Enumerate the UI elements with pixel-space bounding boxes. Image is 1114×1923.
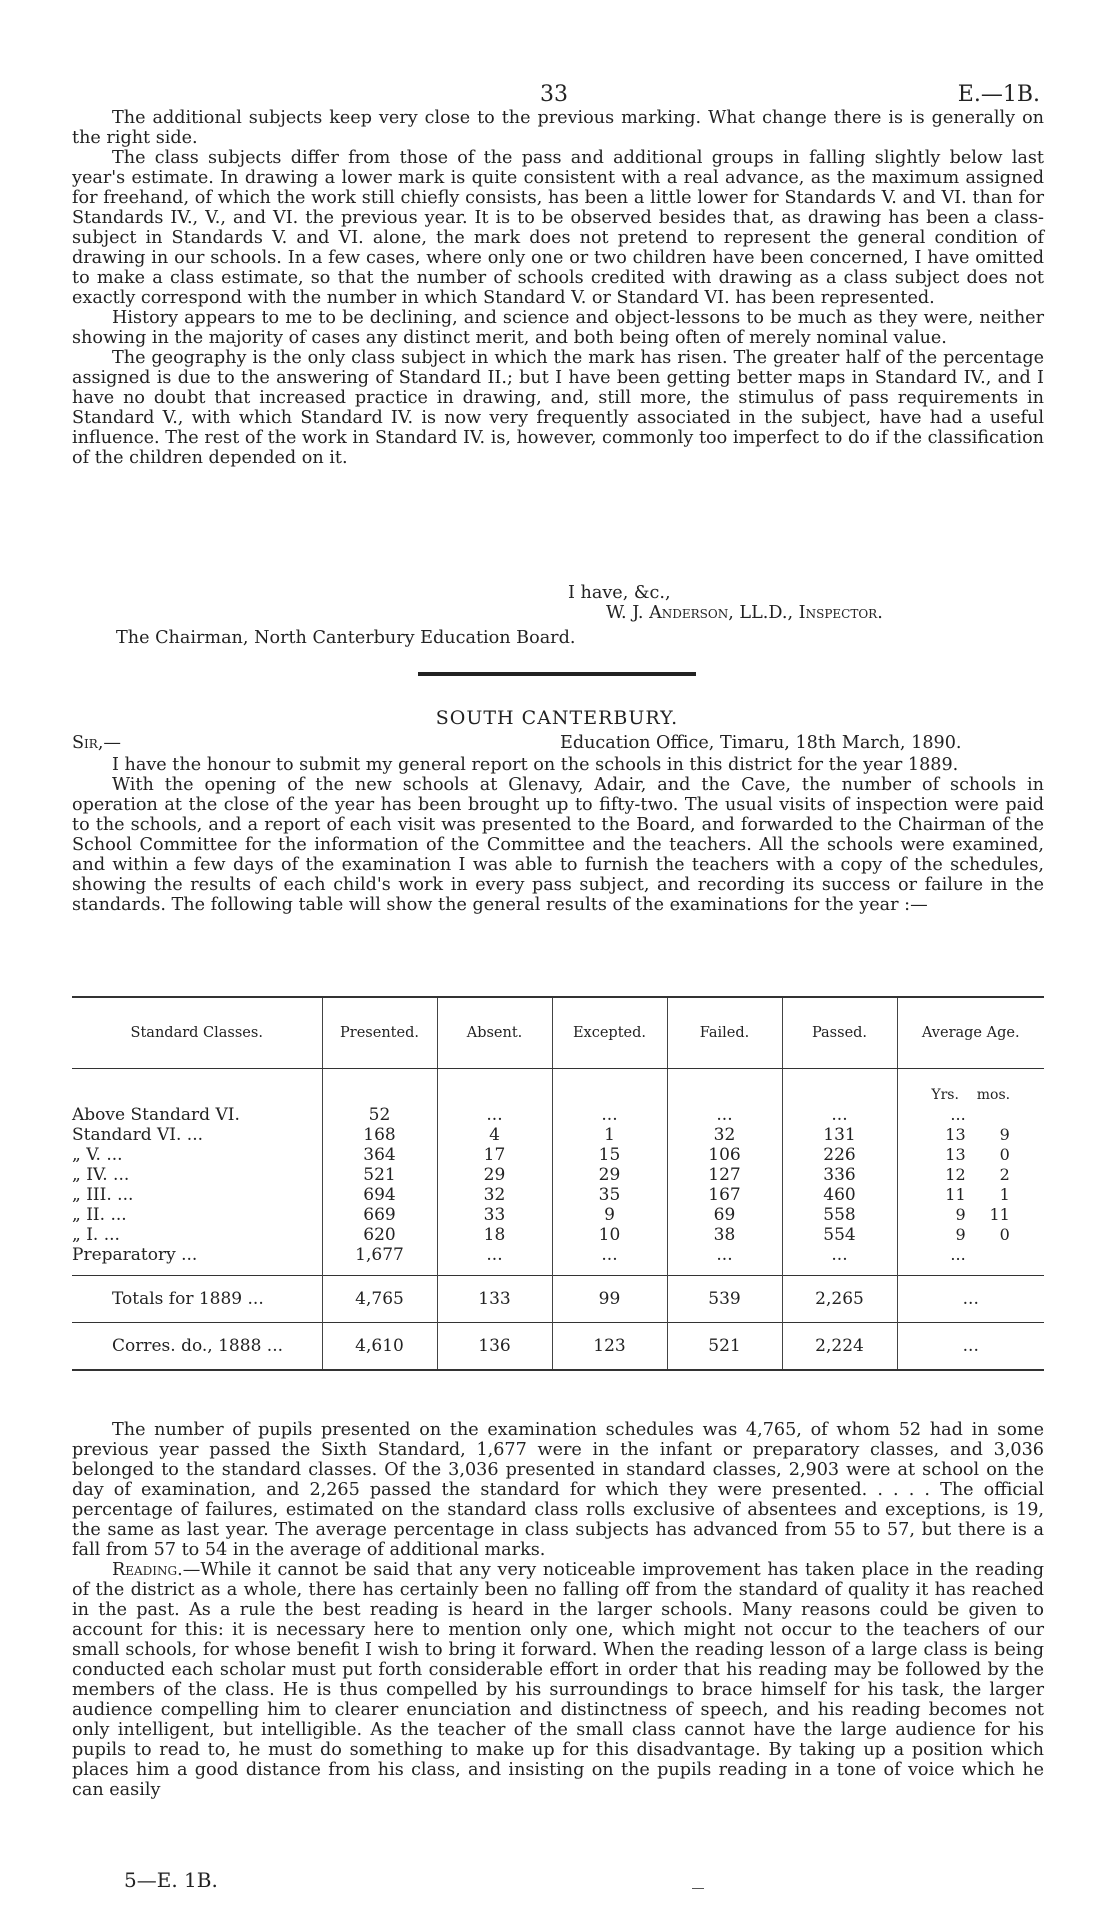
cell-excepted: 99	[552, 1276, 667, 1323]
section-title: SOUTH CANTERBURY.	[435, 707, 679, 729]
age-years: 11	[945, 1185, 966, 1204]
age-years: 9	[955, 1225, 966, 1244]
cell-failed: 167	[667, 1185, 782, 1205]
cell-presented: 1,677	[322, 1245, 437, 1265]
cell-excepted: ...	[552, 1245, 667, 1265]
row-label: „ I. ...	[72, 1225, 120, 1245]
age-years: 12	[945, 1165, 966, 1184]
cell-failed: 38	[667, 1225, 782, 1245]
cell-average-age: ...	[897, 1323, 1044, 1371]
page-number: 33	[540, 82, 568, 107]
totals-label: Totals for 1889 ...	[72, 1276, 322, 1323]
table-row	[72, 1185, 1044, 1205]
cell-passed: 554	[782, 1225, 897, 1245]
cell-passed: 460	[782, 1185, 897, 1205]
age-years: 9	[955, 1205, 966, 1224]
cell-average-age	[897, 1125, 1044, 1145]
col-failed: Failed.	[667, 997, 782, 1069]
reading-heading: Reading.	[112, 1560, 183, 1580]
table-row	[72, 1145, 1044, 1165]
cell-passed: ...	[782, 1105, 897, 1125]
addressee: The Chairman, North Canterbury Education Board.	[116, 628, 576, 648]
salutation: Sir,—	[72, 733, 122, 753]
table-row	[72, 1165, 1044, 1185]
col-passed: Passed.	[782, 997, 897, 1069]
cell-presented: 669	[322, 1205, 437, 1225]
cell-failed: 127	[667, 1165, 782, 1185]
paragraph: I have the honour to submit my general report on the schools in this district for the year 1889.	[112, 755, 959, 775]
cell-excepted: 35	[552, 1185, 667, 1205]
cell-failed: 539	[667, 1276, 782, 1323]
cell-presented: 620	[322, 1225, 437, 1245]
cell-passed: ...	[782, 1245, 897, 1265]
row-label: „ III. ...	[72, 1185, 134, 1205]
cell-absent: 4	[437, 1125, 552, 1145]
paragraph: The geography is the only class subject in which the mark has risen. The greater half of the percentage assigned is due to the answering of Standard II.; but I have been getting better maps in Standard IV., and I have no doubt that increased practice in drawing, and, still more, the stimulus of pass requirements in Standard V., with which Standard IV. is now very frequently associated in the subject, have had a useful influence. The rest of the work in Standard IV. is, however, commonly too imperfect to do if the classification of the children depended on it.	[72, 348, 1044, 468]
col-absent: Absent.	[437, 997, 552, 1069]
row-label: Standard VI. ...	[72, 1125, 204, 1145]
signature: W. J. Anderson, LL.D., Inspector.	[606, 603, 883, 623]
south-canterbury-report-continued	[72, 1420, 1044, 1800]
table-row	[72, 1125, 1044, 1145]
cell-average-age	[897, 1105, 1044, 1125]
cell-passed: 131	[782, 1125, 897, 1145]
cell-failed: 32	[667, 1125, 782, 1145]
cell-failed: 106	[667, 1145, 782, 1165]
age-months: 11	[989, 1205, 1010, 1224]
table-body	[72, 1069, 1044, 1371]
table-row	[72, 1245, 1044, 1265]
cell-passed: 336	[782, 1165, 897, 1185]
north-canterbury-report	[72, 108, 1044, 468]
paragraph: The class subjects differ from those of the pass and additional groups in falling slightly below last year's estimate. In drawing a lower mark is quite consistent with a real advance, as the maximum assigned for freehand, of which the work still chiefly consists, has been a little lower for Standards V. and VI. than for Standards IV., V., and VI. the previous year. It is to be observed besides that, as drawing has been a class-subject in Standards V. and VI. alone, the mark does not pretend to represent the general condition of drawing in our schools. In a few cases, where only one or two children have been concerned, I have omitted to make a class estimate, so that the number of schools credited with drawing as a class subject does not exactly correspond with the number in which Standard V. or Standard VI. has been represented.	[72, 148, 1044, 308]
cell-absent: 33	[437, 1205, 552, 1225]
paragraph: History appears to me to be declining, and science and object-lessons to be much as they were, neither showing in the majority of cases any distinct merit, and both being often of merely nominal value.	[72, 308, 1044, 348]
age-years: 13	[945, 1145, 966, 1164]
cell-failed: ...	[667, 1245, 782, 1265]
section-divider	[418, 672, 696, 676]
cell-presented: 694	[322, 1185, 437, 1205]
cell-absent: 136	[437, 1323, 552, 1371]
cell-excepted: 1	[552, 1125, 667, 1145]
reading-text: —While it cannot be said that any very noticeable improvement has taken place in the reading of the district as a whole, there has certainly been no falling off from the standard of quality it has reached in the past. As a rule the best reading is heard in the larger schools. Many reasons could be given to account for this: it is necessary here to mention only one, which might not occur to the teachers of our small schools, for whose benefit I wish to bring it forward. When the reading lesson of a large class is being conducted each scholar must put forth considerable effort in order that his reading may be followed by the members of the class. He is thus compelled by his surroundings to brace himself for his task, the larger audience compelling him to clearer enunciation and distinctness of speech, and his reading becomes not only intelligent, but intelligible. As the teacher of the small class cannot have the large audience for his pupils to read to, he must do something to make up for this disadvantage. By taking up a position which places him a good distance from his class, and insisting on the pupils reading in a tone of voice which he can easily	[72, 1560, 1044, 1800]
stray-mark	[692, 1888, 704, 1889]
cell-passed: 2,224	[782, 1323, 897, 1371]
cell-passed: 2,265	[782, 1276, 897, 1323]
document-reference: E.—1B.	[957, 82, 1040, 107]
age-years: ...	[950, 1105, 966, 1124]
cell-absent: 133	[437, 1276, 552, 1323]
spacer-row	[72, 1265, 1044, 1276]
row-label: „ IV. ...	[72, 1165, 130, 1185]
cell-excepted: 123	[552, 1323, 667, 1371]
cell-excepted: 10	[552, 1225, 667, 1245]
cell-excepted: 15	[552, 1145, 667, 1165]
cell-excepted: 9	[552, 1205, 667, 1225]
age-months: 0	[999, 1225, 1010, 1244]
cell-absent: 17	[437, 1145, 552, 1165]
cell-passed: 558	[782, 1205, 897, 1225]
col-average-age: Average Age.	[897, 997, 1044, 1069]
paragraph: With the opening of the new schools at Glenavy, Adair, and the Cave, the number of schools in operation at the close of the year has been brought up to fifty-two. The usual visits of inspection were paid to the schools, and a report of each visit was presented to the Board, and forwarded to the Chairman of the School Committee for the information of the Committee and the teachers. All the schools were examined, and within a few days of the examination I was able to furnish the teachers with a copy of the schedules, showing the results of each child's work in every pass subject, and recording its success or failure in the standards. The following table will show the general results of the examinations for the year :—	[72, 775, 1044, 915]
age-units-row	[72, 1069, 1044, 1106]
age-years: ...	[950, 1245, 966, 1264]
cell-failed: 69	[667, 1205, 782, 1225]
cell-failed: 521	[667, 1323, 782, 1371]
cell-absent: ...	[437, 1245, 552, 1265]
cell-absent: 32	[437, 1185, 552, 1205]
table-row	[72, 1225, 1044, 1245]
totals-row	[72, 1323, 1044, 1371]
table-row	[72, 1105, 1044, 1125]
age-months: 2	[999, 1165, 1010, 1184]
cell-average-age	[897, 1225, 1044, 1245]
paragraph: The additional subjects keep very close to the previous marking. What change there is is generally on the right side.	[72, 108, 1044, 148]
cell-excepted: 29	[552, 1165, 667, 1185]
cell-presented: 521	[322, 1165, 437, 1185]
row-label: „ V. ...	[72, 1145, 123, 1165]
cell-presented: 4,610	[322, 1323, 437, 1371]
examination-results-table	[72, 996, 1044, 1371]
office-date: Education Office, Timaru, 18th March, 1890.	[560, 733, 962, 753]
totals-row	[72, 1276, 1044, 1323]
south-canterbury-report	[72, 755, 1044, 915]
cell-average-age	[897, 1205, 1044, 1225]
age-units: Yrs. mos.	[897, 1069, 1044, 1106]
cell-absent: 18	[437, 1225, 552, 1245]
age-months: 1	[999, 1185, 1010, 1204]
age-months: 9	[999, 1125, 1010, 1144]
cell-presented: 168	[322, 1125, 437, 1145]
cell-average-age: ...	[897, 1276, 1044, 1323]
row-label: Preparatory ...	[72, 1245, 198, 1265]
cell-failed: ...	[667, 1105, 782, 1125]
cell-presented: 4,765	[322, 1276, 437, 1323]
table-row	[72, 1205, 1044, 1225]
cell-absent: ...	[437, 1105, 552, 1125]
row-label: „ II. ...	[72, 1205, 127, 1225]
age-years: 13	[945, 1125, 966, 1144]
cell-presented: 364	[322, 1145, 437, 1165]
cell-average-age	[897, 1165, 1044, 1185]
totals-label: Corres. do., 1888 ...	[72, 1323, 322, 1371]
cell-presented: 52	[322, 1105, 437, 1125]
signature-mark: 5—E. 1B.	[124, 1868, 218, 1892]
col-presented: Presented.	[322, 997, 437, 1069]
cell-excepted: ...	[552, 1105, 667, 1125]
paragraph: The number of pupils presented on the examination schedules was 4,765, of whom 52 had in some previous year passed the Sixth Standard, 1,677 were in the infant or preparatory classes, and 3,036 belonged to the standard classes. Of the 3,036 presented in standard classes, 2,903 were at school on the day of examination, and 2,265 passed the standard for which they were presented. . . . . The official percentage of failures, estimated on the standard class rolls exclusive of absentees and exceptions, is 19, the same as last year. The average percentage in class subjects has advanced from 55 to 57, but there is a fall from 57 to 54 in the average of additional marks.	[72, 1420, 1044, 1560]
cell-average-age	[897, 1245, 1044, 1265]
closing: I have, &c.,	[568, 583, 671, 603]
cell-absent: 29	[437, 1165, 552, 1185]
cell-passed: 226	[782, 1145, 897, 1165]
col-excepted: Excepted.	[552, 997, 667, 1069]
col-standard-classes: Standard Classes.	[72, 997, 322, 1069]
reading-paragraph	[72, 1560, 1044, 1800]
row-label: Above Standard VI.	[72, 1105, 240, 1125]
cell-average-age	[897, 1185, 1044, 1205]
cell-average-age	[897, 1145, 1044, 1165]
age-months: 0	[999, 1145, 1010, 1164]
